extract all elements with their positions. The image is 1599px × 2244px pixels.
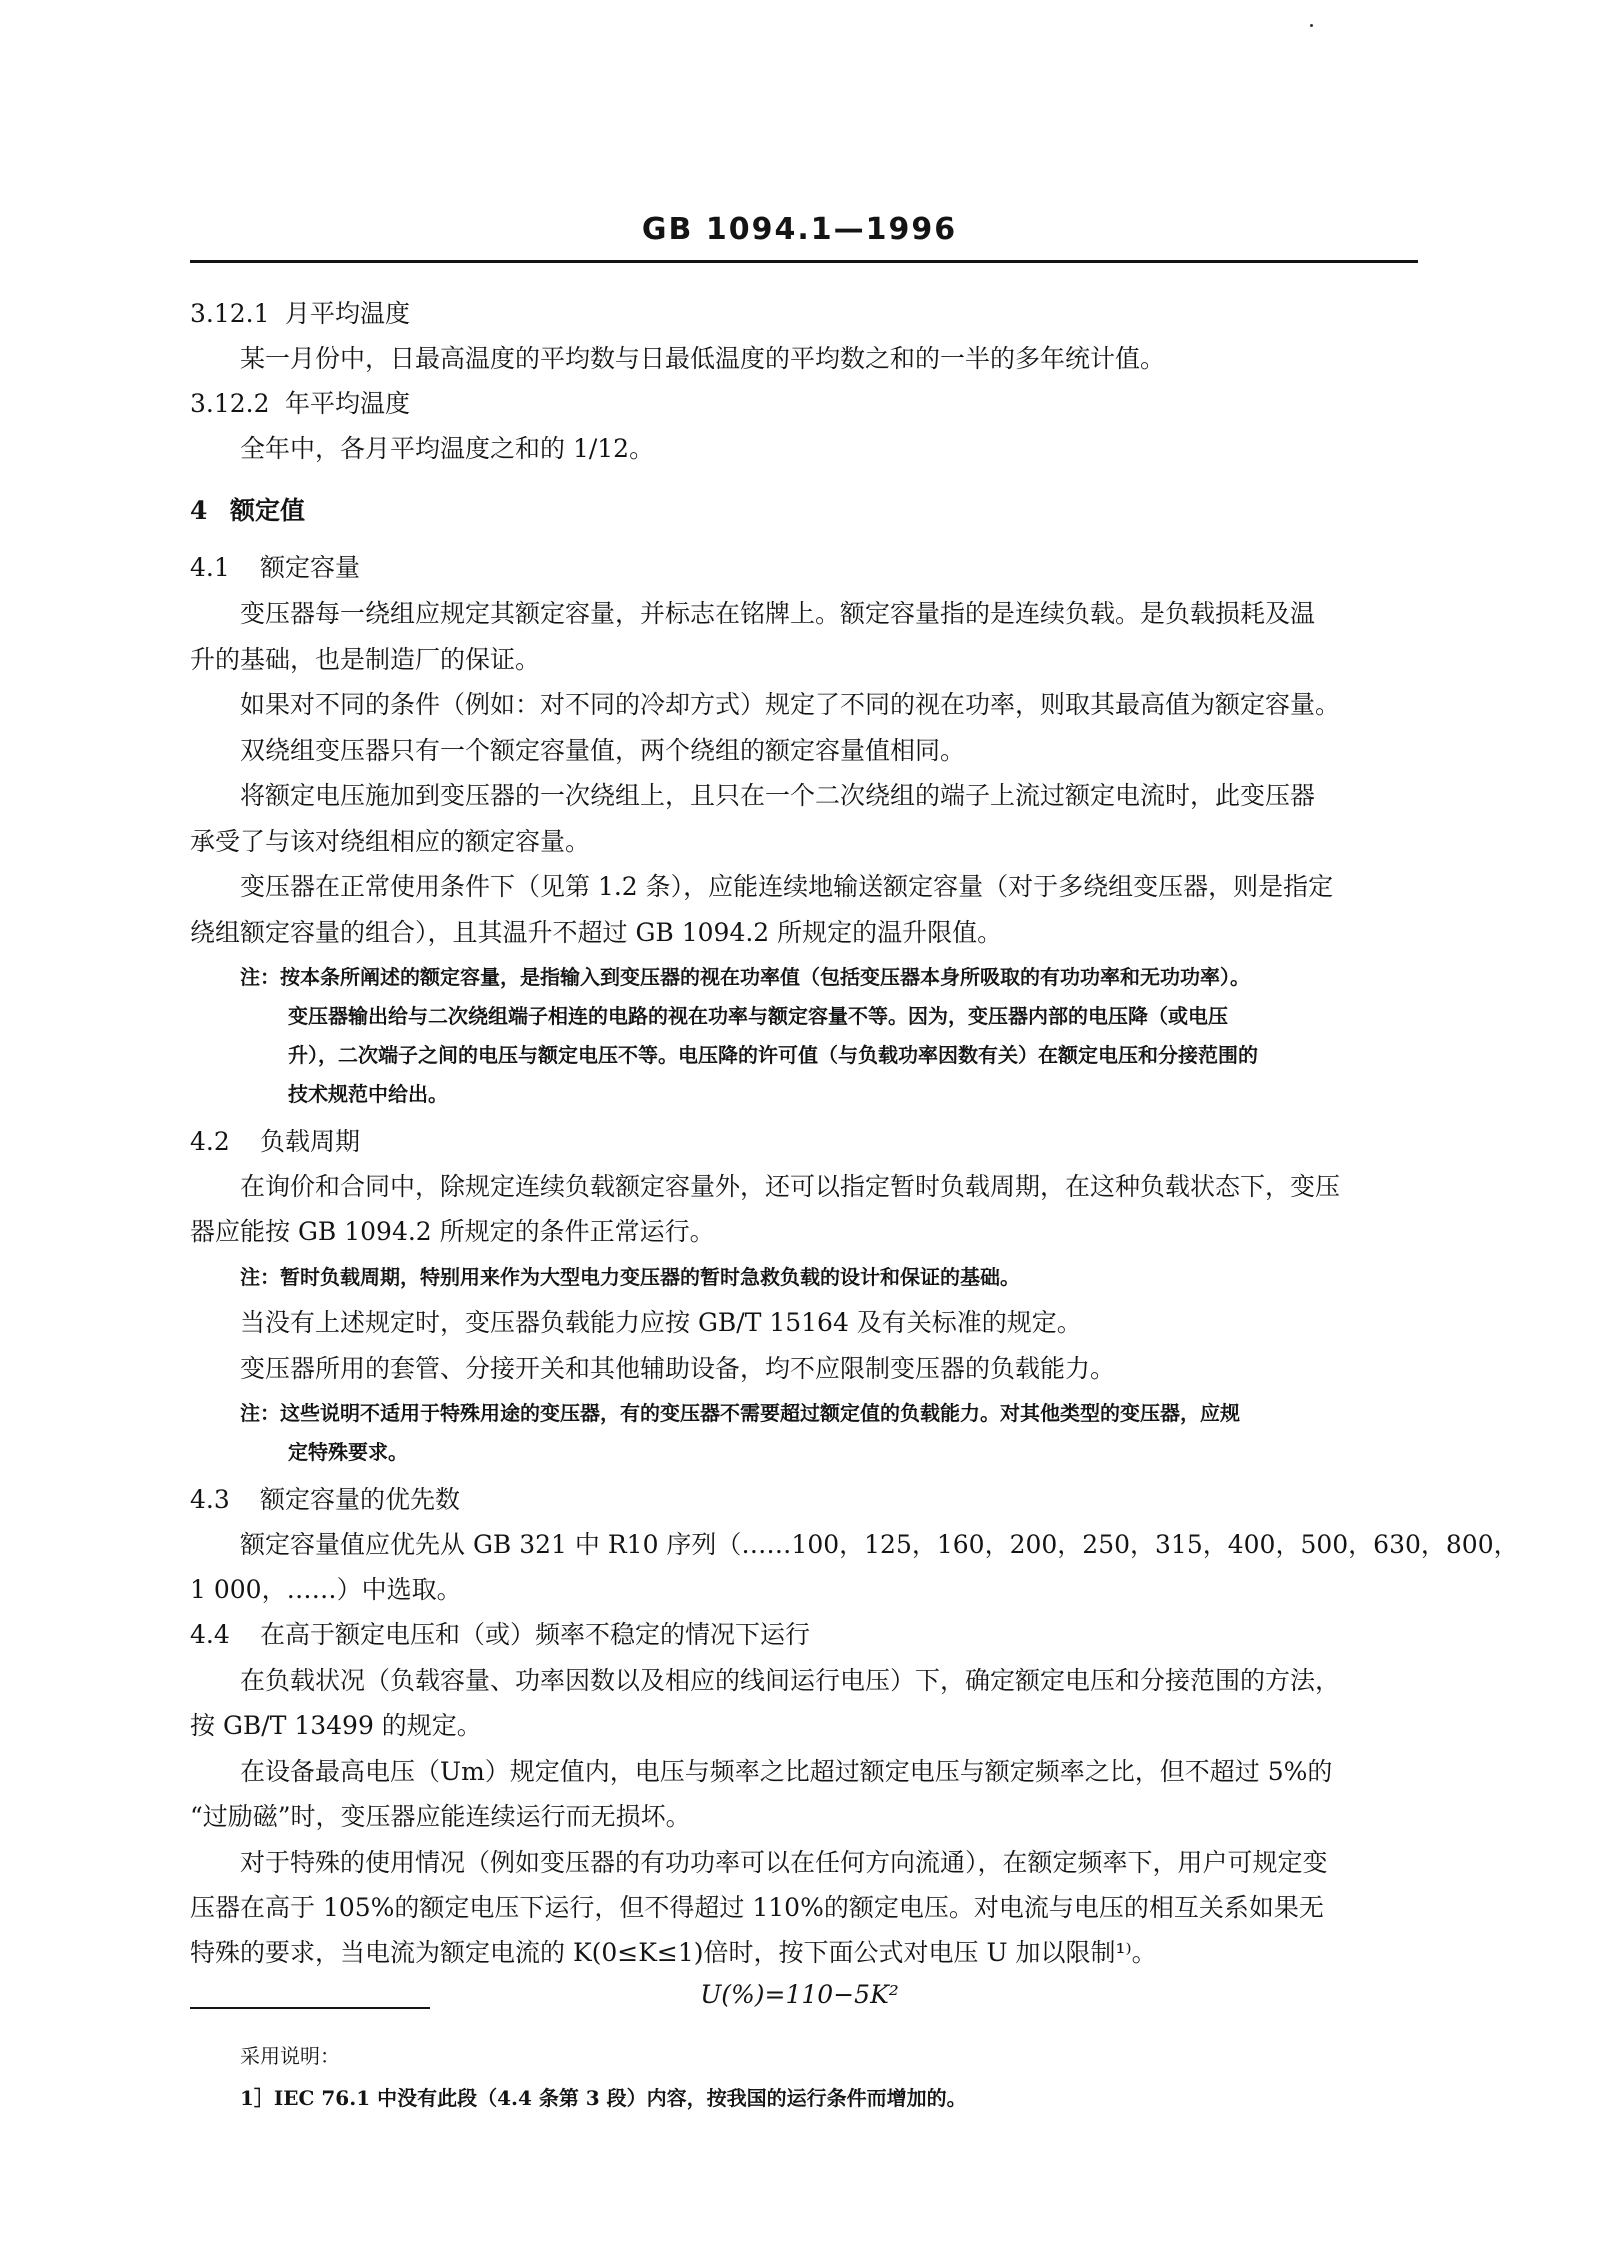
- note: 注：这些说明不适用于特殊用途的变压器，有的变压器不需要超过额定值的负载能力。对其他类型的变压器，应规: [240, 1401, 1240, 1425]
- section-number: 4.3: [190, 1485, 230, 1514]
- section-title: 额定值: [230, 496, 306, 525]
- paragraph-continuation: “过励磁”时，变压器应能连续运行而无损坏。: [190, 1802, 691, 1831]
- section-4-1-heading: [190, 548, 360, 584]
- paragraph: 对于特殊的使用情况（例如变压器的有功功率可以在任何方向流通），在额定频率下，用户可规定变: [240, 1848, 1328, 1877]
- section-title: 月平均温度: [285, 299, 411, 328]
- paragraph-continuation: 器应能按 GB 1094.2 所规定的条件正常运行。: [190, 1217, 715, 1246]
- paragraph-continuation: 特殊的要求，当电流为额定电流的 K(0≤K≤1)倍时，按下面公式对电压 U 加以限制¹⁾。: [190, 1938, 1157, 1967]
- note-continuation: 定特殊要求。: [288, 1440, 408, 1464]
- paragraph: 如果对不同的条件（例如：对不同的冷却方式）规定了不同的视在功率，则取其最高值为额定容量。: [240, 690, 1341, 719]
- note: 注：按本条所阐述的额定容量，是指输入到变压器的视在功率值（包括变压器本身所吸取的有功功率和无功功率）。: [240, 965, 1250, 989]
- paragraph: 变压器每一绕组应规定其额定容量，并标志在铭牌上。额定容量指的是连续负载。是负载损耗及温: [240, 599, 1316, 628]
- section-title: 负载周期: [260, 1127, 361, 1156]
- footnote-item: 1］IEC 76.1 中没有此段（4.4 条第 3 段）内容，按我国的运行条件而增加的。: [240, 2086, 967, 2110]
- section-title: 年平均温度: [285, 389, 411, 418]
- section-number: 4: [190, 496, 208, 525]
- page-header-title: GB 1094.1—1996: [641, 212, 958, 247]
- section-number: 3.12.1: [190, 299, 270, 328]
- paragraph-continuation: 绕组额定容量的组合），且其温升不超过 GB 1094.2 所规定的温升限值。: [190, 918, 1003, 947]
- paragraph: 双绕组变压器只有一个额定容量值，两个绕组的额定容量值相同。: [240, 736, 966, 765]
- paragraph: 当没有上述规定时，变压器负载能力应按 GB/T 15164 及有关标准的规定。: [240, 1308, 1082, 1337]
- section-3-12-1-heading: [190, 294, 410, 330]
- footnote-heading: 采用说明：: [240, 2044, 340, 2068]
- paragraph: 在负载状况（负载容量、功率因数以及相应的线间运行电压）下，确定额定电压和分接范围的方法，: [240, 1666, 1341, 1695]
- section-title: 额定容量: [260, 553, 361, 582]
- note: 注：暂时负载周期，特别用来作为大型电力变压器的暂时急救负载的设计和保证的基础。: [240, 1265, 1020, 1289]
- scan-speck: [1310, 24, 1313, 27]
- section-number: 4.1: [190, 553, 230, 582]
- note-continuation: 升），二次端子之间的电压与额定电压不等。电压降的许可值（与负载功率因数有关）在额定电压和分接范围的: [288, 1043, 1258, 1067]
- formula: U(%)=110−5K²: [700, 1980, 899, 2009]
- section-4-3-heading: [190, 1480, 460, 1516]
- paragraph: 在询价和合同中，除规定连续负载额定容量外，还可以指定暂时负载周期，在这种负载状态下，变压: [240, 1172, 1341, 1201]
- paragraph-continuation: 承受了与该对绕组相应的额定容量。: [190, 827, 591, 856]
- section-4-heading: [190, 491, 305, 527]
- section-title: 额定容量的优先数: [260, 1485, 461, 1514]
- paragraph-continuation: 升的基础，也是制造厂的保证。: [190, 645, 541, 674]
- paragraph: 全年中，各月平均温度之和的 1/12。: [240, 434, 655, 463]
- paragraph: 变压器所用的套管、分接开关和其他辅助设备，均不应限制变压器的负载能力。: [240, 1354, 1116, 1383]
- section-3-12-2-heading: [190, 384, 410, 420]
- note-continuation: 变压器输出给与二次绕组端子相连的电路的视在功率与额定容量不等。因为，变压器内部的电压降（或电压: [288, 1004, 1228, 1028]
- paragraph-continuation: 按 GB/T 13499 的规定。: [190, 1711, 482, 1740]
- paragraph: 在设备最高电压（Um）规定值内，电压与频率之比超过额定电压与额定频率之比，但不超过 5%的: [240, 1757, 1333, 1786]
- paragraph: 将额定电压施加到变压器的一次绕组上，且只在一个二次绕组的端子上流过额定电流时，此变压器: [240, 781, 1316, 810]
- section-number: 4.2: [190, 1127, 230, 1156]
- section-4-4-heading: [190, 1615, 810, 1651]
- paragraph-continuation: 1 000，……）中选取。: [190, 1575, 462, 1604]
- paragraph: 额定容量值应优先从 GB 321 中 R10 序列（……100，125，160，200，250，315，400，500，630，800，: [240, 1530, 1519, 1559]
- paragraph: 变压器在正常使用条件下（见第 1.2 条），应能连续地输送额定容量（对于多绕组变压器，则是指定: [240, 872, 1334, 901]
- section-4-2-heading: [190, 1122, 360, 1158]
- section-number: 4.4: [190, 1620, 230, 1649]
- footnote-rule: [190, 2007, 430, 2009]
- section-title: 在高于额定电压和（或）频率不稳定的情况下运行: [260, 1620, 811, 1649]
- paragraph-continuation: 压器在高于 105%的额定电压下运行，但不得超过 110%的额定电压。对电流与电压的相互关系如果无: [190, 1893, 1324, 1922]
- header-rule: [190, 260, 1418, 263]
- paragraph: 某一月份中，日最高温度的平均数与日最低温度的平均数之和的一半的多年统计值。: [240, 344, 1166, 373]
- note-continuation: 技术规范中给出。: [288, 1082, 448, 1106]
- section-number: 3.12.2: [190, 389, 270, 418]
